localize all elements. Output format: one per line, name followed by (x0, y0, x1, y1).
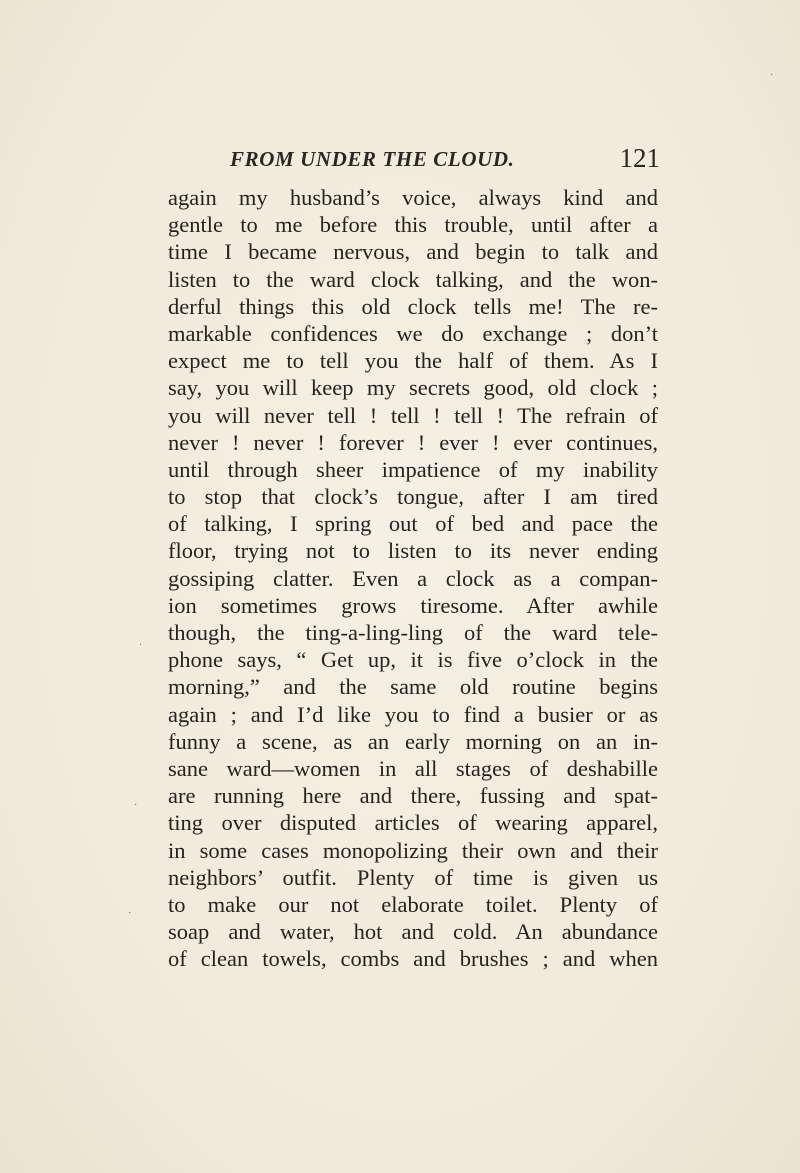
text-line: gossiping clatter. Even a clock as a compan- (168, 565, 658, 591)
text-line: soap and water, hot and cold. An abundance (168, 919, 658, 945)
text-line: in some cases monopolizing their own and their (168, 837, 658, 863)
text-line: sane ward—women in all stages of deshabille (168, 755, 658, 781)
text-line: ion sometimes grows tiresome. After awhile (168, 592, 658, 618)
body-text (168, 184, 658, 972)
text-line: say, you will keep my secrets good, old clock ; (168, 375, 658, 401)
margin-speck: · (128, 908, 132, 919)
text-line: of talking, I spring out of bed and pace the (168, 511, 658, 537)
text-line: to stop that clock’s tongue, after I am tired (168, 484, 658, 510)
page-number: 121 (619, 143, 660, 173)
text-line: until through sheer impatience of my inability (168, 456, 658, 482)
text-line: expect me to tell you the half of them. As I (168, 348, 658, 374)
text-line: markable confidences we do exchange ; don’t (168, 320, 658, 346)
text-line: ting over disputed articles of wearing apparel, (168, 810, 658, 836)
text-line: though, the ting-a-ling-ling of the ward tele- (168, 620, 658, 645)
margin-speck: · (770, 70, 774, 81)
running-head: FROM UNDER THE CLOUD. (230, 147, 515, 171)
text-line: again ; and I’d like you to find a busier or as (168, 701, 658, 727)
text-line: time I became nervous, and begin to talk and (168, 239, 658, 265)
text-line: phone says, “ Get up, it is five o’clock in the (168, 647, 658, 673)
text-line: funny a scene, as an early morning on an in- (168, 728, 658, 754)
text-line: listen to the ward clock talking, and the won- (168, 266, 658, 292)
text-line: again my husband’s voice, always kind and (168, 185, 658, 210)
text-line: never ! never ! forever ! ever ! ever continues, (168, 429, 658, 455)
text-line: floor, trying not to listen to its never ending (168, 538, 658, 564)
page-header (230, 141, 660, 181)
margin-speck: · (139, 640, 143, 651)
text-line: neighbors’ outfit. Plenty of time is given us (168, 864, 658, 890)
margin-speck: · (134, 800, 138, 811)
text-line: of clean towels, combs and brushes ; and when (168, 946, 658, 972)
text-line: you will never tell ! tell ! tell ! The refrain of (168, 402, 658, 428)
text-line: are running here and there, fussing and spat- (168, 783, 658, 809)
text-line: morning,” and the same old routine begins (168, 674, 658, 700)
text-line: gentle to me before this trouble, until after a (168, 212, 658, 238)
text-line: to make our not elaborate toilet. Plenty of (168, 891, 658, 917)
text-line: derful things this old clock tells me! The re- (168, 293, 658, 319)
